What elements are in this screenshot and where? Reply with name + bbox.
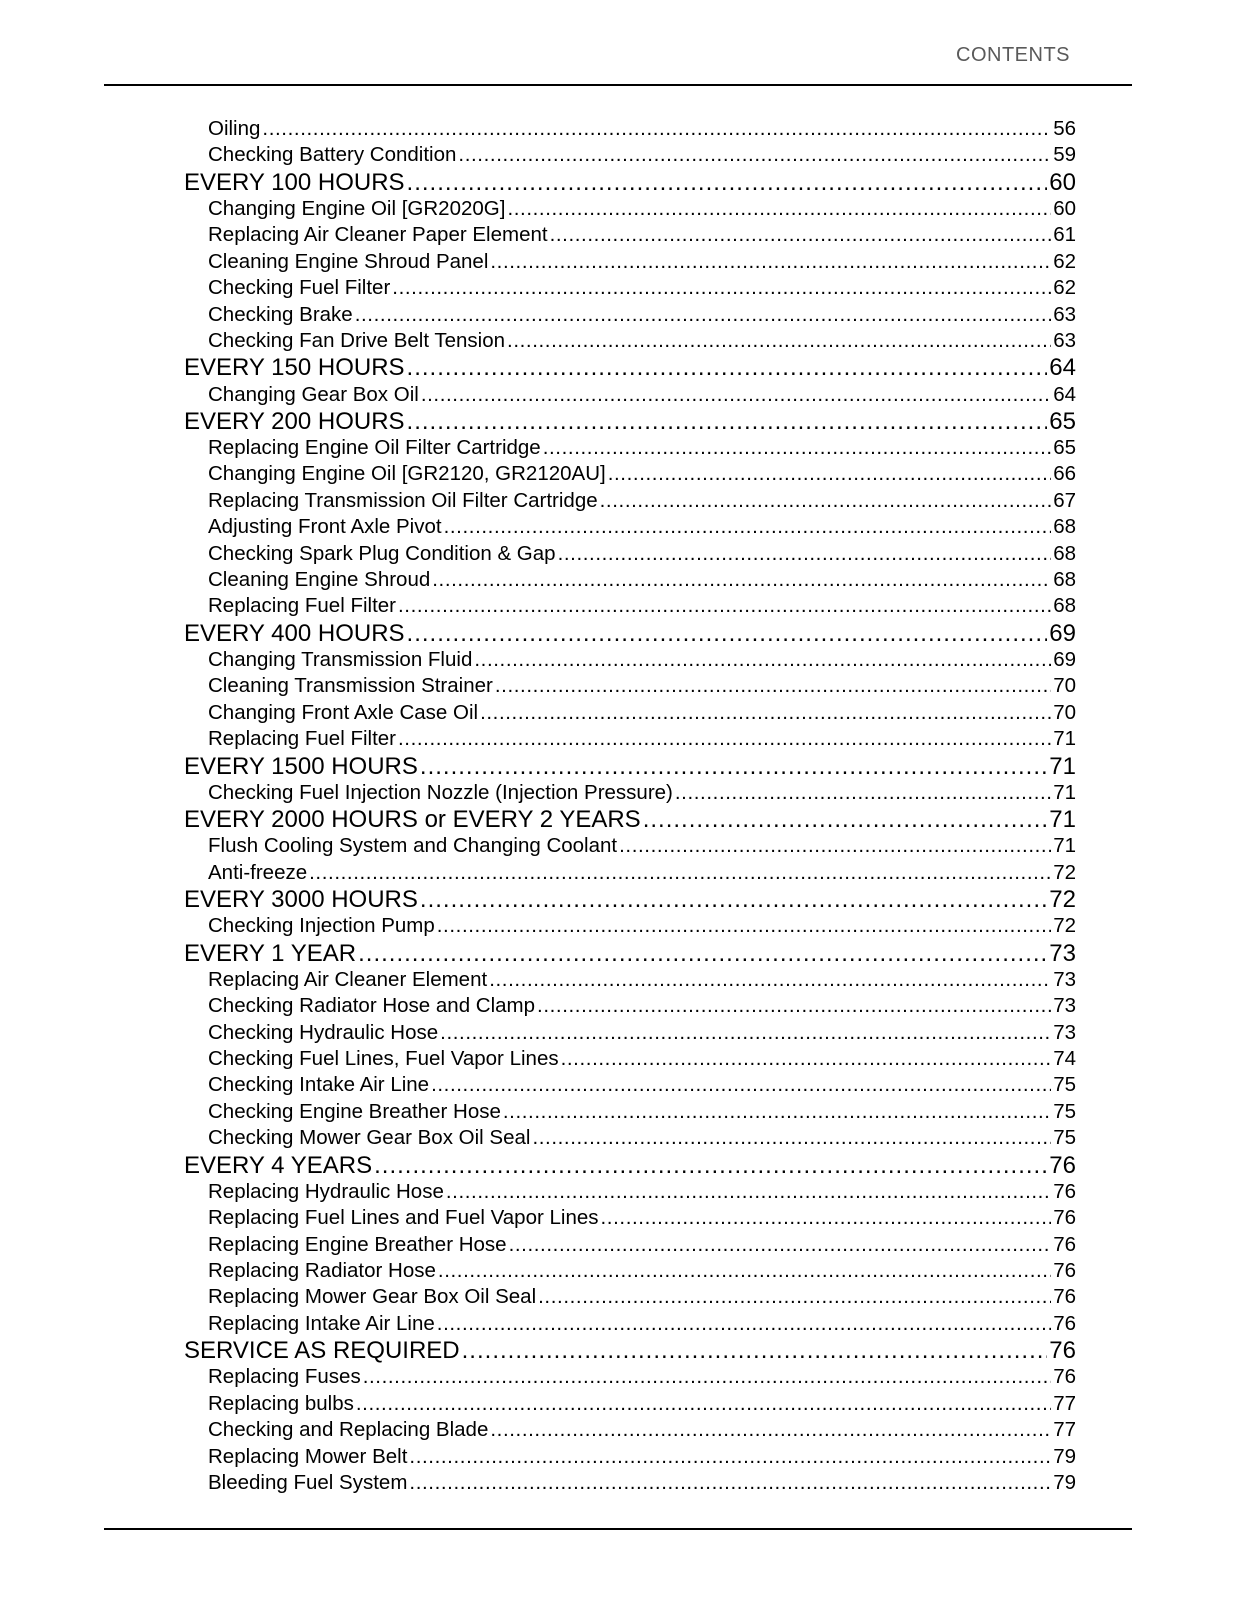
toc-entry-row[interactable]: [208, 1046, 1076, 1072]
toc-page-number: 71: [1053, 834, 1076, 858]
toc-dot-leader: [431, 1072, 1051, 1098]
toc-entry-title: Replacing Engine Breather Hose: [208, 1232, 507, 1256]
toc-dot-leader: [532, 1125, 1051, 1151]
toc-page-number: 73: [1049, 939, 1076, 967]
toc-dot-leader: [608, 461, 1051, 487]
toc-entry-title: Checking Radiator Hose and Clamp: [208, 994, 536, 1018]
toc-dot-leader: [440, 1020, 1051, 1046]
toc-entry-title: Replacing Hydraulic Hose: [208, 1179, 444, 1203]
toc-dot-leader: [438, 1258, 1051, 1284]
toc-page-number: 63: [1053, 302, 1076, 326]
toc-page-number: 76: [1053, 1206, 1076, 1230]
toc-dot-leader: [543, 435, 1051, 461]
toc-entry-row[interactable]: [208, 567, 1076, 593]
toc-page-number: 73: [1053, 994, 1076, 1018]
toc-entry-title: Replacing Mower Belt: [208, 1444, 408, 1468]
toc-entry-row[interactable]: [208, 1205, 1076, 1231]
toc-page-number: 76: [1053, 1311, 1076, 1335]
toc-page-number: 75: [1053, 1126, 1076, 1150]
toc-entry-row[interactable]: [208, 1470, 1076, 1496]
toc-dot-leader: [421, 382, 1051, 408]
toc-dot-leader: [538, 1284, 1051, 1310]
toc-dot-leader: [262, 116, 1051, 142]
toc-page-number: 65: [1049, 407, 1076, 435]
toc-page-number: 66: [1053, 462, 1076, 486]
toc-entry-title: Replacing Engine Oil Filter Cartridge: [208, 436, 541, 460]
toc-entry-title: Checking and Replacing Blade: [208, 1418, 489, 1442]
toc-section-title: EVERY 150 HOURS: [184, 354, 405, 382]
toc-entry-row[interactable]: [208, 302, 1076, 328]
toc-page-number: 79: [1053, 1470, 1076, 1494]
toc-entry-row[interactable]: [208, 541, 1076, 567]
toc-entry-title: Changing Transmission Fluid: [208, 648, 473, 671]
table-of-contents: [0, 116, 1236, 1496]
toc-dot-leader: [356, 1391, 1051, 1417]
toc-page-number: 73: [1053, 1020, 1076, 1044]
toc-entry-row[interactable]: [208, 1179, 1076, 1205]
toc-dot-leader: [409, 1470, 1051, 1496]
toc-entry-title: Oiling: [208, 117, 261, 140]
toc-entry-title: Bleeding Fuel System: [208, 1470, 408, 1494]
toc-page-number: 62: [1053, 249, 1076, 273]
toc-page-number: 59: [1053, 143, 1076, 167]
toc-dot-leader: [407, 620, 1048, 647]
toc-entry-row[interactable]: [208, 1232, 1076, 1258]
toc-entry-row[interactable]: [208, 142, 1076, 168]
toc-section-row[interactable]: [184, 940, 1076, 967]
toc-dot-leader: [480, 700, 1051, 726]
toc-dot-leader: [643, 806, 1048, 833]
toc-page-number: 71: [1053, 780, 1076, 804]
toc-section-row[interactable]: [184, 753, 1076, 780]
toc-page-number: 64: [1049, 354, 1076, 382]
page-header-label: CONTENTS: [956, 44, 1070, 66]
toc-page-number: 74: [1053, 1047, 1076, 1071]
toc-dot-leader: [503, 1099, 1051, 1125]
toc-dot-leader: [490, 1417, 1051, 1443]
toc-page-number: 70: [1053, 674, 1076, 698]
toc-dot-leader: [392, 275, 1051, 301]
toc-entry-title: Checking Battery Condition: [208, 143, 457, 167]
toc-entry-title: Checking Hydraulic Hose: [208, 1020, 439, 1044]
toc-entry-row[interactable]: [208, 1125, 1076, 1151]
toc-dot-leader: [489, 967, 1051, 993]
toc-entry-title: Checking Brake: [208, 302, 353, 326]
toc-entry-row[interactable]: [208, 1020, 1076, 1046]
toc-entry-row[interactable]: [208, 1311, 1076, 1337]
toc-entry-title: Checking Fuel Lines, Fuel Vapor Lines: [208, 1047, 559, 1071]
toc-section-title: SERVICE AS REQUIRED: [184, 1337, 460, 1365]
toc-page-number: 64: [1053, 382, 1076, 406]
header-divider: [104, 84, 1132, 86]
toc-dot-leader: [561, 1046, 1052, 1072]
toc-dot-leader: [619, 833, 1051, 859]
toc-page-number: 76: [1053, 1232, 1076, 1256]
toc-entry-title: Replacing Intake Air Line: [208, 1311, 435, 1335]
toc-entry-title: Checking Engine Breather Hose: [208, 1099, 501, 1123]
toc-dot-leader: [507, 196, 1051, 222]
toc-section-row[interactable]: [184, 408, 1076, 435]
toc-entry-row[interactable]: [208, 275, 1076, 301]
toc-page-number: 71: [1049, 806, 1076, 834]
toc-dot-leader: [407, 354, 1048, 381]
toc-dot-leader: [600, 488, 1052, 514]
toc-page-number: 61: [1053, 223, 1076, 247]
toc-dot-leader: [675, 780, 1051, 806]
toc-dot-leader: [490, 249, 1051, 275]
toc-page-number: 68: [1053, 515, 1076, 539]
toc-section-row[interactable]: [184, 1337, 1076, 1364]
toc-dot-leader: [374, 1152, 1047, 1179]
toc-entry-title: Changing Front Axle Case Oil: [208, 700, 479, 724]
toc-section-title: EVERY 3000 HOURS: [184, 886, 418, 914]
toc-entry-row[interactable]: [208, 833, 1076, 859]
toc-page-number: 77: [1053, 1418, 1076, 1442]
toc-page-number: 60: [1049, 168, 1076, 196]
toc-dot-leader: [420, 753, 1047, 780]
toc-dot-leader: [474, 647, 1051, 673]
toc-dot-leader: [462, 1337, 1048, 1364]
toc-page-number: 71: [1049, 752, 1076, 780]
toc-page-number: 76: [1053, 1285, 1076, 1309]
toc-section-title: EVERY 100 HOURS: [184, 168, 405, 196]
toc-section-title: EVERY 200 HOURS: [184, 407, 405, 435]
toc-section-row[interactable]: [184, 620, 1076, 647]
toc-page-number: 72: [1053, 860, 1076, 884]
toc-page-number: 75: [1053, 1073, 1076, 1097]
toc-entry-title: Cleaning Transmission Strainer: [208, 674, 493, 698]
toc-entry-title: Replacing Air Cleaner Paper Element: [208, 223, 548, 247]
toc-dot-leader: [437, 1311, 1051, 1337]
toc-page-number: 73: [1053, 967, 1076, 991]
toc-entry-title: Checking Intake Air Line: [208, 1073, 430, 1097]
toc-dot-leader: [358, 940, 1047, 967]
toc-dot-leader: [550, 222, 1052, 248]
toc-entry-row[interactable]: [208, 993, 1076, 1019]
toc-dot-leader: [558, 541, 1052, 567]
toc-section-title: EVERY 4 YEARS: [184, 1151, 373, 1179]
toc-page-number: 60: [1053, 196, 1076, 220]
toc-page-number: 67: [1053, 488, 1076, 512]
toc-page-number: 76: [1053, 1258, 1076, 1282]
toc-dot-leader: [407, 408, 1048, 435]
toc-entry-title: Cleaning Engine Shroud Panel: [208, 249, 489, 273]
toc-entry-title: Flush Cooling System and Changing Coolant: [208, 834, 618, 858]
toc-dot-leader: [509, 1232, 1052, 1258]
toc-page-number: 79: [1053, 1444, 1076, 1468]
toc-page-number: 71: [1053, 727, 1076, 751]
toc-entry-row[interactable]: [208, 673, 1076, 699]
toc-entry-row[interactable]: [208, 913, 1076, 939]
toc-entry-title: Replacing Air Cleaner Element: [208, 967, 488, 991]
toc-section-row[interactable]: [184, 806, 1076, 833]
toc-entry-title: Replacing Transmission Oil Filter Cartridge: [208, 488, 598, 512]
toc-dot-leader: [420, 886, 1047, 913]
toc-page-number: 56: [1053, 117, 1076, 140]
toc-dot-leader: [398, 726, 1051, 752]
toc-entry-row[interactable]: [208, 461, 1076, 487]
toc-entry-row[interactable]: [208, 488, 1076, 514]
toc-dot-leader: [495, 673, 1051, 699]
toc-entry-row[interactable]: [208, 1364, 1076, 1390]
toc-section-title: EVERY 1500 HOURS: [184, 752, 418, 780]
toc-entry-row[interactable]: [208, 1072, 1076, 1098]
toc-page-number: 68: [1053, 568, 1076, 592]
toc-section-row[interactable]: [184, 886, 1076, 913]
toc-entry-title: Checking Injection Pump: [208, 914, 435, 938]
toc-dot-leader: [398, 593, 1051, 619]
toc-page-number: 68: [1053, 541, 1076, 565]
toc-entry-row[interactable]: [208, 249, 1076, 275]
toc-dot-leader: [458, 142, 1051, 168]
toc-entry-row[interactable]: [208, 1444, 1076, 1470]
toc-page-number: 72: [1053, 914, 1076, 938]
toc-dot-leader: [507, 328, 1051, 354]
toc-dot-leader: [409, 1444, 1051, 1470]
toc-page-number: 69: [1053, 648, 1076, 671]
toc-section-title: EVERY 2000 HOURS or EVERY 2 YEARS: [184, 806, 641, 834]
toc-entry-title: Replacing Fuel Lines and Fuel Vapor Lines: [208, 1206, 599, 1230]
toc-page-number: 76: [1053, 1365, 1076, 1389]
toc-entry-row[interactable]: [208, 647, 1076, 673]
toc-section-title: EVERY 400 HOURS: [184, 619, 405, 647]
toc-dot-leader: [446, 1179, 1051, 1205]
footer-divider: [104, 1528, 1132, 1530]
toc-entry-row[interactable]: [208, 726, 1076, 752]
toc-entry-row[interactable]: [208, 860, 1076, 886]
toc-section-row[interactable]: [184, 169, 1076, 196]
toc-entry-title: Replacing Mower Gear Box Oil Seal: [208, 1285, 537, 1309]
toc-section-row[interactable]: [184, 354, 1076, 381]
toc-page-number: 75: [1053, 1099, 1076, 1123]
toc-entry-row[interactable]: [208, 514, 1076, 540]
toc-entry-row[interactable]: [208, 116, 1076, 142]
toc-entry-title: Replacing Fuses: [208, 1365, 361, 1389]
toc-entry-title: Changing Engine Oil [GR2020G]: [208, 196, 506, 220]
toc-entry-row[interactable]: [208, 700, 1076, 726]
toc-entry-row[interactable]: [208, 222, 1076, 248]
toc-page-number: 76: [1049, 1151, 1076, 1179]
toc-section-row[interactable]: [184, 1152, 1076, 1179]
toc-entry-row[interactable]: [208, 382, 1076, 408]
toc-page-number: 77: [1053, 1391, 1076, 1415]
toc-entry-row[interactable]: [208, 1284, 1076, 1310]
toc-entry-title: Replacing Radiator Hose: [208, 1258, 436, 1282]
toc-entry-row[interactable]: [208, 967, 1076, 993]
toc-entry-row[interactable]: [208, 1099, 1076, 1125]
toc-dot-leader: [407, 169, 1048, 196]
toc-page-number: 76: [1049, 1337, 1076, 1365]
toc-dot-leader: [309, 860, 1051, 886]
toc-entry-title: Checking Fan Drive Belt Tension: [208, 328, 506, 352]
toc-dot-leader: [601, 1205, 1052, 1231]
toc-entry-title: Checking Fuel Filter: [208, 276, 391, 300]
toc-entry-row[interactable]: [208, 593, 1076, 619]
toc-entry-title: Replacing Fuel Filter: [208, 594, 396, 618]
toc-dot-leader: [444, 514, 1052, 540]
toc-page-number: 63: [1053, 328, 1076, 352]
toc-entry-row[interactable]: [208, 1417, 1076, 1443]
toc-entry-title: Checking Mower Gear Box Oil Seal: [208, 1126, 531, 1150]
toc-entry-title: Anti-freeze: [208, 860, 308, 884]
toc-dot-leader: [363, 1364, 1051, 1390]
toc-page-number: 72: [1049, 886, 1076, 914]
toc-entry-row[interactable]: [208, 1391, 1076, 1417]
toc-entry-title: Checking Fuel Injection Nozzle (Injection Pressure): [208, 780, 673, 804]
toc-entry-title: Cleaning Engine Shroud: [208, 568, 431, 592]
toc-entry-title: Checking Spark Plug Condition & Gap: [208, 541, 556, 565]
toc-page-number: 70: [1053, 700, 1076, 724]
toc-entry-row[interactable]: [208, 328, 1076, 354]
toc-dot-leader: [432, 567, 1051, 593]
toc-dot-leader: [355, 302, 1051, 328]
toc-entry-title: Changing Engine Oil [GR2120, GR2120AU]: [208, 462, 606, 486]
toc-dot-leader: [437, 913, 1051, 939]
toc-entry-title: Adjusting Front Axle Pivot: [208, 515, 442, 539]
toc-entry-row[interactable]: [208, 780, 1076, 806]
toc-page-number: 69: [1049, 619, 1076, 647]
toc-page-number: 68: [1053, 594, 1076, 618]
toc-dot-leader: [537, 993, 1051, 1019]
toc-entry-title: Replacing bulbs: [208, 1391, 354, 1415]
toc-entry-row[interactable]: [208, 1258, 1076, 1284]
toc-entry-title: Replacing Fuel Filter: [208, 727, 396, 751]
toc-entry-row[interactable]: [208, 196, 1076, 222]
toc-page-number: 65: [1053, 436, 1076, 460]
toc-page-number: 76: [1053, 1179, 1076, 1203]
toc-page-number: 62: [1053, 276, 1076, 300]
toc-entry-title: Changing Gear Box Oil: [208, 382, 419, 406]
toc-entry-row[interactable]: [208, 435, 1076, 461]
toc-section-title: EVERY 1 YEAR: [184, 939, 357, 967]
